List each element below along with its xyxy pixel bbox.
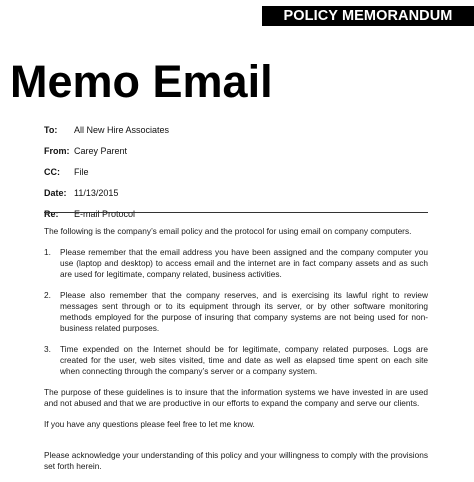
cc-value: File [74, 167, 89, 177]
date-value: 11/13/2015 [74, 188, 119, 198]
intro-paragraph: The following is the company’s email policy and the protocol for using email on company computers. [44, 226, 412, 236]
to-label: To: [44, 125, 58, 135]
purpose-paragraph: The purpose of these guidelines is to insure that the information systems we have invested in are used and not abused and that we are productive in our efforts to expand the company and serve our clients. [44, 387, 428, 408]
from-value: Carey Parent [74, 146, 128, 156]
list-item [44, 344, 428, 377]
list-item-number: 1. [44, 247, 51, 257]
memo-header-fields [44, 124, 424, 229]
cc-field [44, 166, 424, 187]
list-item-text: Please remember that the email address you have been assigned and the company computer you use (laptop and desktop) to access email and the internet are in fact company assets and as such are used for legitimate, company related, business activities. [60, 247, 428, 279]
list-item-number: 3. [44, 344, 51, 354]
list-item-number: 2. [44, 290, 51, 300]
header-divider [44, 212, 428, 213]
to-value: All New Hire Associates [74, 125, 170, 135]
to-field [44, 124, 424, 145]
from-field [44, 145, 424, 166]
re-label: Re: [44, 209, 59, 219]
policy-memorandum-banner: POLICY MEMORANDUM [262, 6, 474, 26]
paragraph-spacer [44, 440, 428, 450]
list-item [44, 247, 428, 280]
date-label: Date: [44, 188, 67, 198]
date-field [44, 187, 424, 208]
from-label: From: [44, 146, 70, 156]
page-title: Memo Email [10, 56, 273, 107]
list-item-text: Time expended on the Internet should be for legitimate, company related purposes. Logs are created for the user, web sites visited, time and date as well as elapsed time spent on each site when connecting through the company’s server or a company system. [60, 344, 428, 376]
list-item [44, 290, 428, 334]
questions-paragraph: If you have any questions please feel free to let me know. [44, 419, 255, 429]
memo-body [44, 226, 428, 482]
acknowledge-paragraph: Please acknowledge your understanding of this policy and your willingness to comply with the provisions set forth herein. [44, 450, 428, 471]
list-item-text: Please also remember that the company reserves, and is exercising its lawful right to review messages sent through or to its equipment through its server, or by other software monitoring methods employed for the purpose of insuring that company systems are not being used for non-business related purposes. [60, 290, 428, 333]
policy-list [44, 247, 428, 377]
re-value: E-mail Protocol [74, 209, 136, 219]
cc-label: CC: [44, 167, 60, 177]
